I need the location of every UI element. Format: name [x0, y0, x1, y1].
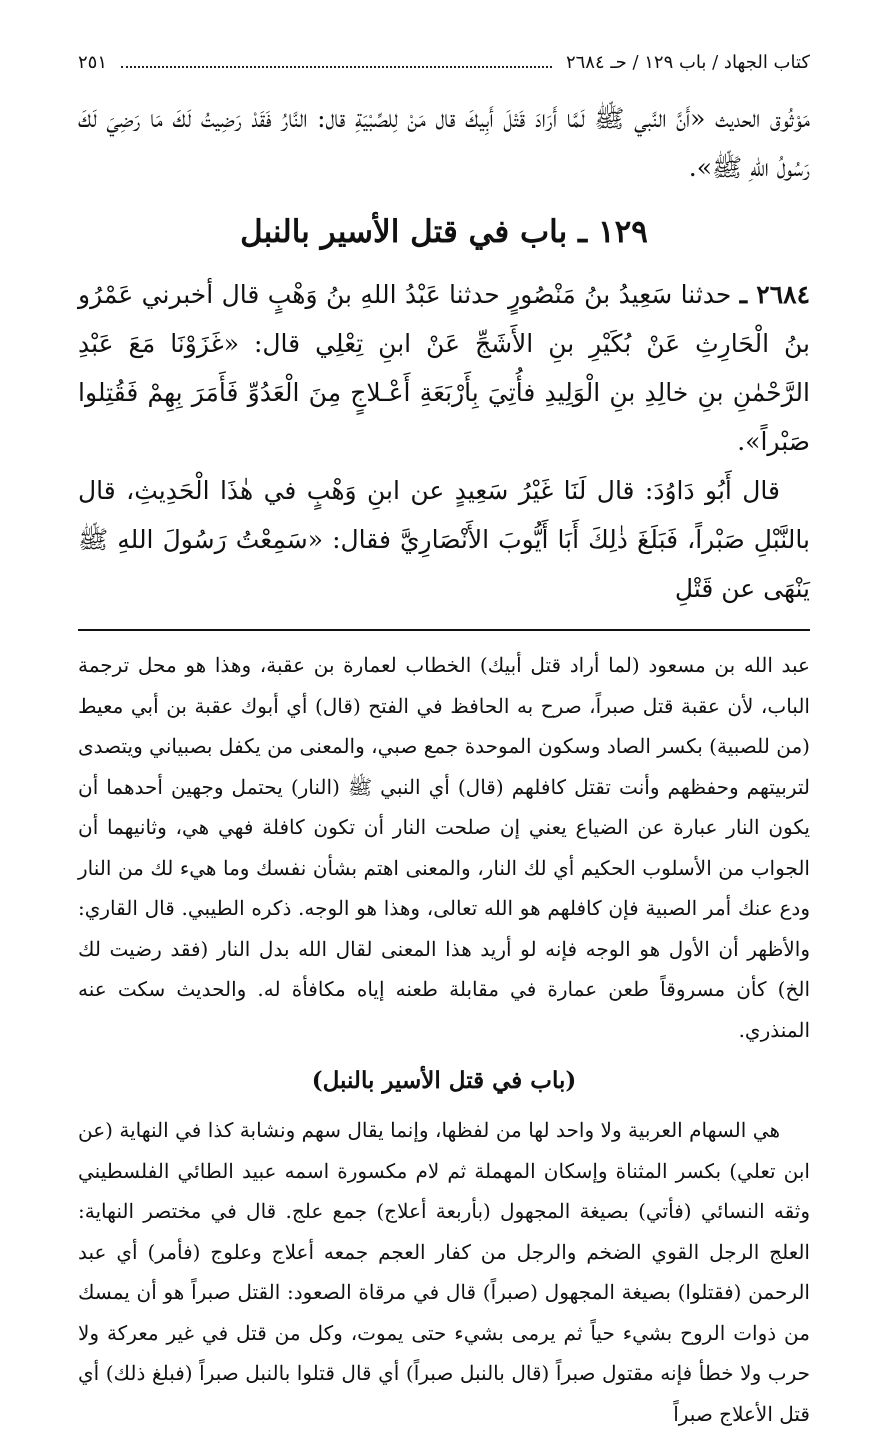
- leader-dots: [121, 56, 552, 68]
- commentary: [78, 645, 810, 1434]
- abu-dawud-paragraph: قال أَبُو دَاوُدَ: قال لَنَا غَيْرُ سَعِيدٍ عن ابنِ وَهْبٍ في هٰذَا الْحَدِيثِ، قال بالنَّبْلِ صَبْراً، فَبَلَغَ ذٰلِكَ أَبَا أَيُّوبَ الأَنْصَارِيَّ فقال: «سَمِعْتُ رَسُولَ اللهِ ﷺ يَنْهَى عن قَتْلِ: [78, 476, 810, 603]
- page-number: ٢٥١: [78, 52, 108, 73]
- footnote-divider: [78, 629, 810, 631]
- hadith-number: ٢٦٨٤ ـ: [739, 280, 810, 309]
- chapter-heading: ١٢٩ ـ باب في قتل الأسير بالنبل: [240, 214, 648, 250]
- running-head-title: كتاب الجهاد / باب ١٢٩ / حـ ٢٦٨٤: [565, 52, 810, 73]
- grading-paragraph: مَوْثُوق الحديث «أَنَّ النَّبي ﷺ لَمَّا أَرَادَ قَتْلَ أَبِيكَ قال مَنْ لِلصِّبْيَةِ قال: النَّارُ فَقَدْ رَضِيتُ لَكَ مَا رَضِيَ لَكَ رَسُولُ اللهِ ﷺ».: [78, 104, 810, 182]
- commentary-paragraph-2: هي السهام العربية ولا واحد لها من لفظها، وإنما يقال سهم ونشابة كذا في النهاية (عن ابن تعلي) بكسر المثناة وإسكان المهملة ثم لام مكسورة اسمه عبيد الطائي الفلسطيني وثقه النسائي (فأتي) بصيغة المجهول (بأربعة أعلاج) جمع علج. قال في مختصر النهاية: العلج الرجل القوي الضخم والرجل من كفار العجم جمعه أعلاج وعلوج (فأمر) أي عبد الرحمن (فقتلوا) بصيغة المجهول (صبراً) قال في مرقاة الصعود: القتل صبراً هو أن يمسك من ذوات الروح بشيء حياً ثم يرمى بشيء حتى يموت، وكل من قتل في غير معركة ولا حرب ولا خطأ فإنه مقتول صبراً (قال بالنبل صبراً) أي قال قتلوا بالنبل صبراً (فبلغ ذلك) أي قتل الأعلاج صبراً: [78, 1118, 810, 1426]
- running-head: [78, 52, 810, 86]
- commentary-paragraph-1: عبد الله بن مسعود (لما أراد قتل أبيك) الخطاب لعمارة بن عقبة، وهذا هو محل ترجمة الباب، لأن عقبة قتل صبراً، صرح به الحافظ في الفتح (قال) أي أبوك عقبة بن أبي معيط (من للصبية) بكسر الصاد وسكون الموحدة جمع صبي، والمعنى من يكفل بصبياني ويتصدى لتربيتهم وحفظهم وأنت تقتل كافلهم (قال) أي النبي ﷺ (النار) يحتمل وجهين أحدهما أن يكون النار عبارة عن الضياع يعني إن صلحت النار أن تكون كافلة فهي هي، وثانيهما أن الجواب من الأسلوب الحكيم أي لك النار، والمعنى اهتم بشأن نفسك وما هيء لك من النار ودع عنك أمر الصبية فإن كافلهم هو الله تعالى، وهذا هو الوجه. ذكره الطيبي. قال القاري: والأظهر أن الأول هو الوجه فإنه لو أريد هذا المعنى لقال الله بدل النار (فقد رضيت لك الخ) كأن مسروقاً طعن عمارة في مقابلة طعنه إياه مكافأة له. والحديث سكت عنه المنذري.: [78, 653, 810, 1042]
- commentary-sub-heading: (باب في قتل الأسير بالنبل): [311, 1067, 577, 1094]
- main-text: [78, 94, 810, 613]
- hadith-paragraph: [78, 270, 810, 466]
- hadith-text: حدثنا سَعِيدُ بنُ مَنْصُورٍ حدثنا عَبْدُ اللهِ بنُ وَهْبٍ قال أخبرني عَمْرُو بنُ الْحَارِثِ عَنْ بُكَيْرِ بنِ الأَشَجِّ عَنْ ابنِ تِعْلِي قال: «غَزَوْنَا مَعَ عَبْدِ الرَّحْمٰنِ بنِ خالِدِ بنِ الْوَلِيدِ فأُتِيَ بِأَرْبَعَةِ أَعْـلاجٍ مِنَ الْعَدُوِّ فَأَمَرَ بِهِمْ فَقُتِلوا صَبْراً».: [78, 280, 810, 456]
